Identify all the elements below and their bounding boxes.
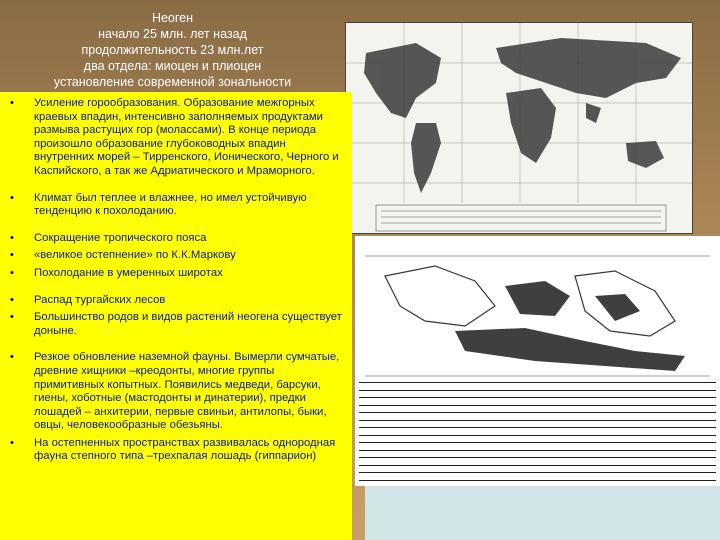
- list-item-text: «великое остепнение» по К.К.Маркову: [34, 249, 236, 262]
- list-item: [10, 294, 346, 308]
- bullet-icon: •: [10, 231, 14, 244]
- title-start: начало 25 млн. лет назад: [98, 27, 247, 41]
- list-item-text: Похолодание в умеренных широтах: [34, 266, 223, 279]
- regional-paleogeographic-map: [355, 236, 720, 486]
- list-item: [10, 192, 346, 219]
- content-text-panel: [0, 92, 352, 540]
- list-item-text: Большинство родов и видов растений неогена существует доныне.: [34, 311, 342, 337]
- regional-map-image: [355, 236, 720, 382]
- title-duration: продолжительность 23 млн.лет: [81, 43, 264, 57]
- bullet-icon: •: [10, 191, 14, 204]
- slide-title: [0, 0, 345, 92]
- map-caption: [355, 382, 720, 486]
- bullet-icon: •: [10, 436, 14, 449]
- list-item-text: Резкое обновление наземной фауны. Вымерли сумчатые, древние хищники –креодонты, многие группы примитивных копытных. Появились медведи, барсуки, гиены, хоботные (мастодонты и динатерии), предки лошадей – анхитерии, первые свиньи, антилопы, быки, овцы, человекообразные обезьяны.: [34, 351, 340, 432]
- list-item: [10, 232, 346, 246]
- bullet-icon: •: [10, 97, 14, 109]
- title-divisions: два отдела: миоцен и плиоцен: [83, 59, 262, 73]
- world-map-image: [346, 23, 693, 234]
- world-paleogeographic-map: [345, 22, 693, 234]
- background-panel: [365, 486, 720, 540]
- list-item: [10, 249, 346, 263]
- list-item-text: На остепненных пространствах развивалась однородная фауна степного типа –трехпалая лошадь (гиппарион): [34, 436, 336, 463]
- title-zonality: установление современной зональности: [53, 75, 292, 89]
- list-item-text: Распад тургайских лесов: [34, 293, 166, 306]
- list-item: [10, 267, 346, 281]
- list-item: [10, 311, 346, 338]
- bullet-list: [10, 97, 346, 464]
- bullet-icon: •: [10, 351, 14, 364]
- bullet-icon: •: [10, 311, 14, 324]
- bullet-icon: •: [10, 293, 14, 306]
- list-item: [10, 351, 346, 433]
- list-item: [10, 437, 346, 464]
- list-item: [10, 97, 346, 179]
- list-item-text: Климат был теплее и влажнее, но имел устойчивую тенденцию к похолоданию.: [34, 191, 307, 218]
- bullet-icon: •: [10, 249, 14, 262]
- list-item-text: Усиление горообразования. Образование межгорных краевых впадин, интенсивно заполняемых продуктами размыва растущих гор (молассами). В конце периода произошло образование глубоководных впадин внутренних морей – Тирренского, Ионического, Черного и Каспийского, а так же Адриатического и Мраморного.: [34, 97, 339, 177]
- bullet-icon: •: [10, 266, 14, 279]
- list-item-text: Сокращение тропического пояса: [34, 231, 207, 244]
- title-period: Неоген: [151, 11, 194, 25]
